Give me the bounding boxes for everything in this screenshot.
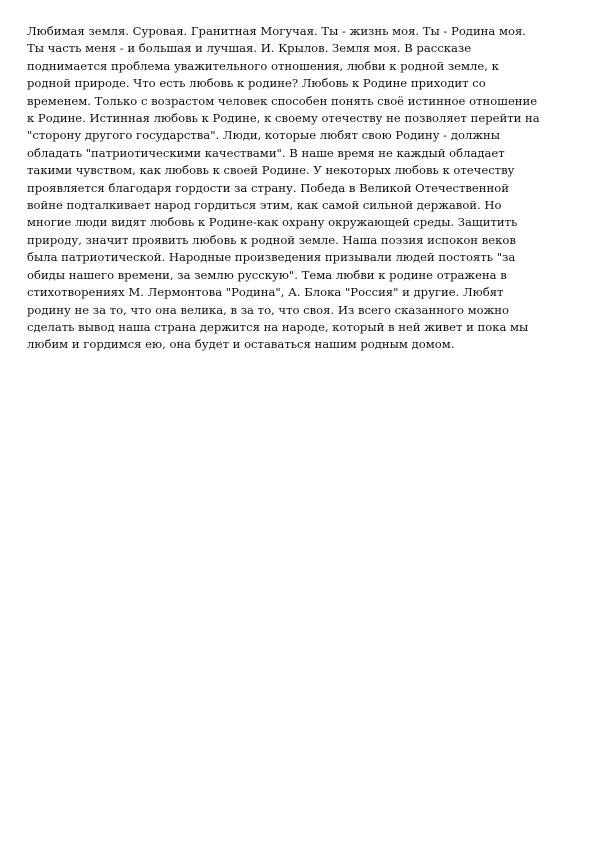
text-line-6: к Родине. Истинная любовь к Родине, к своему отечеству не позволяет перейти на [27,111,540,126]
text-line-9: такими чувством, как любовь к своей Родине. У некоторых любовь к отечеству [27,163,515,178]
text-line-7: "сторону другого государства". Люди, которые любят свою Родину - должны [27,128,500,143]
text-line-13: природу, значит проявить любовь к родной земле. Наша поэзия испокон веков [27,232,516,247]
text-line-8: обладать "патриотическими качествами". В наше время не каждый обладает [27,145,505,160]
text-line-16: стихотворениях М. Лермонтова "Родина", А. Блока "Россия" и другие. Любят [27,285,504,300]
text-line-10: проявляется благодаря гордости за страну. Победа в Великой Отечественной [27,180,509,195]
text-line-5: временем. Только с возрастом человек способен понять своё истинное отношение [27,93,538,108]
text-line-4: родной природе. Что есть любовь к родине? Любовь к Родине приходит со [27,76,486,91]
text-line-3: поднимается проблема уважительного отношения, любви к родной земле, к [27,58,499,73]
text-line-14: была патриотической. Народные произведения призывали людей постоять "за [27,250,516,265]
text-line-11: войне подталкивает народ гордиться этим, как самой сильной державой. Но [27,198,502,213]
essay-text [27,23,572,354]
text-line-2: Ты часть меня - и большая и лучшая. И. Крылов. Земля моя. В рассказе [27,41,472,56]
text-line-12: многие люди видят любовь к Родине-как охрану окружающей среды. Защитить [27,215,518,230]
text-line-18: сделать вывод наша страна держится на народе, который в ней живет и пока мы [27,319,529,334]
text-line-1: Любимая земля. Суровая. Гранитная Могучая. Ты - жизнь моя. Ты - Родина моя. [27,24,526,38]
text-line-17: родину не за то, что она велика, в за то, что своя. Из всего сказанного можно [27,302,510,317]
text-line-15: обиды нашего времени, за землю русскую". Тема любви к родине отражена в [27,267,507,282]
text-line-19: любим и гордимся ею, она будет и оставаться нашим родным домом. [27,337,455,352]
